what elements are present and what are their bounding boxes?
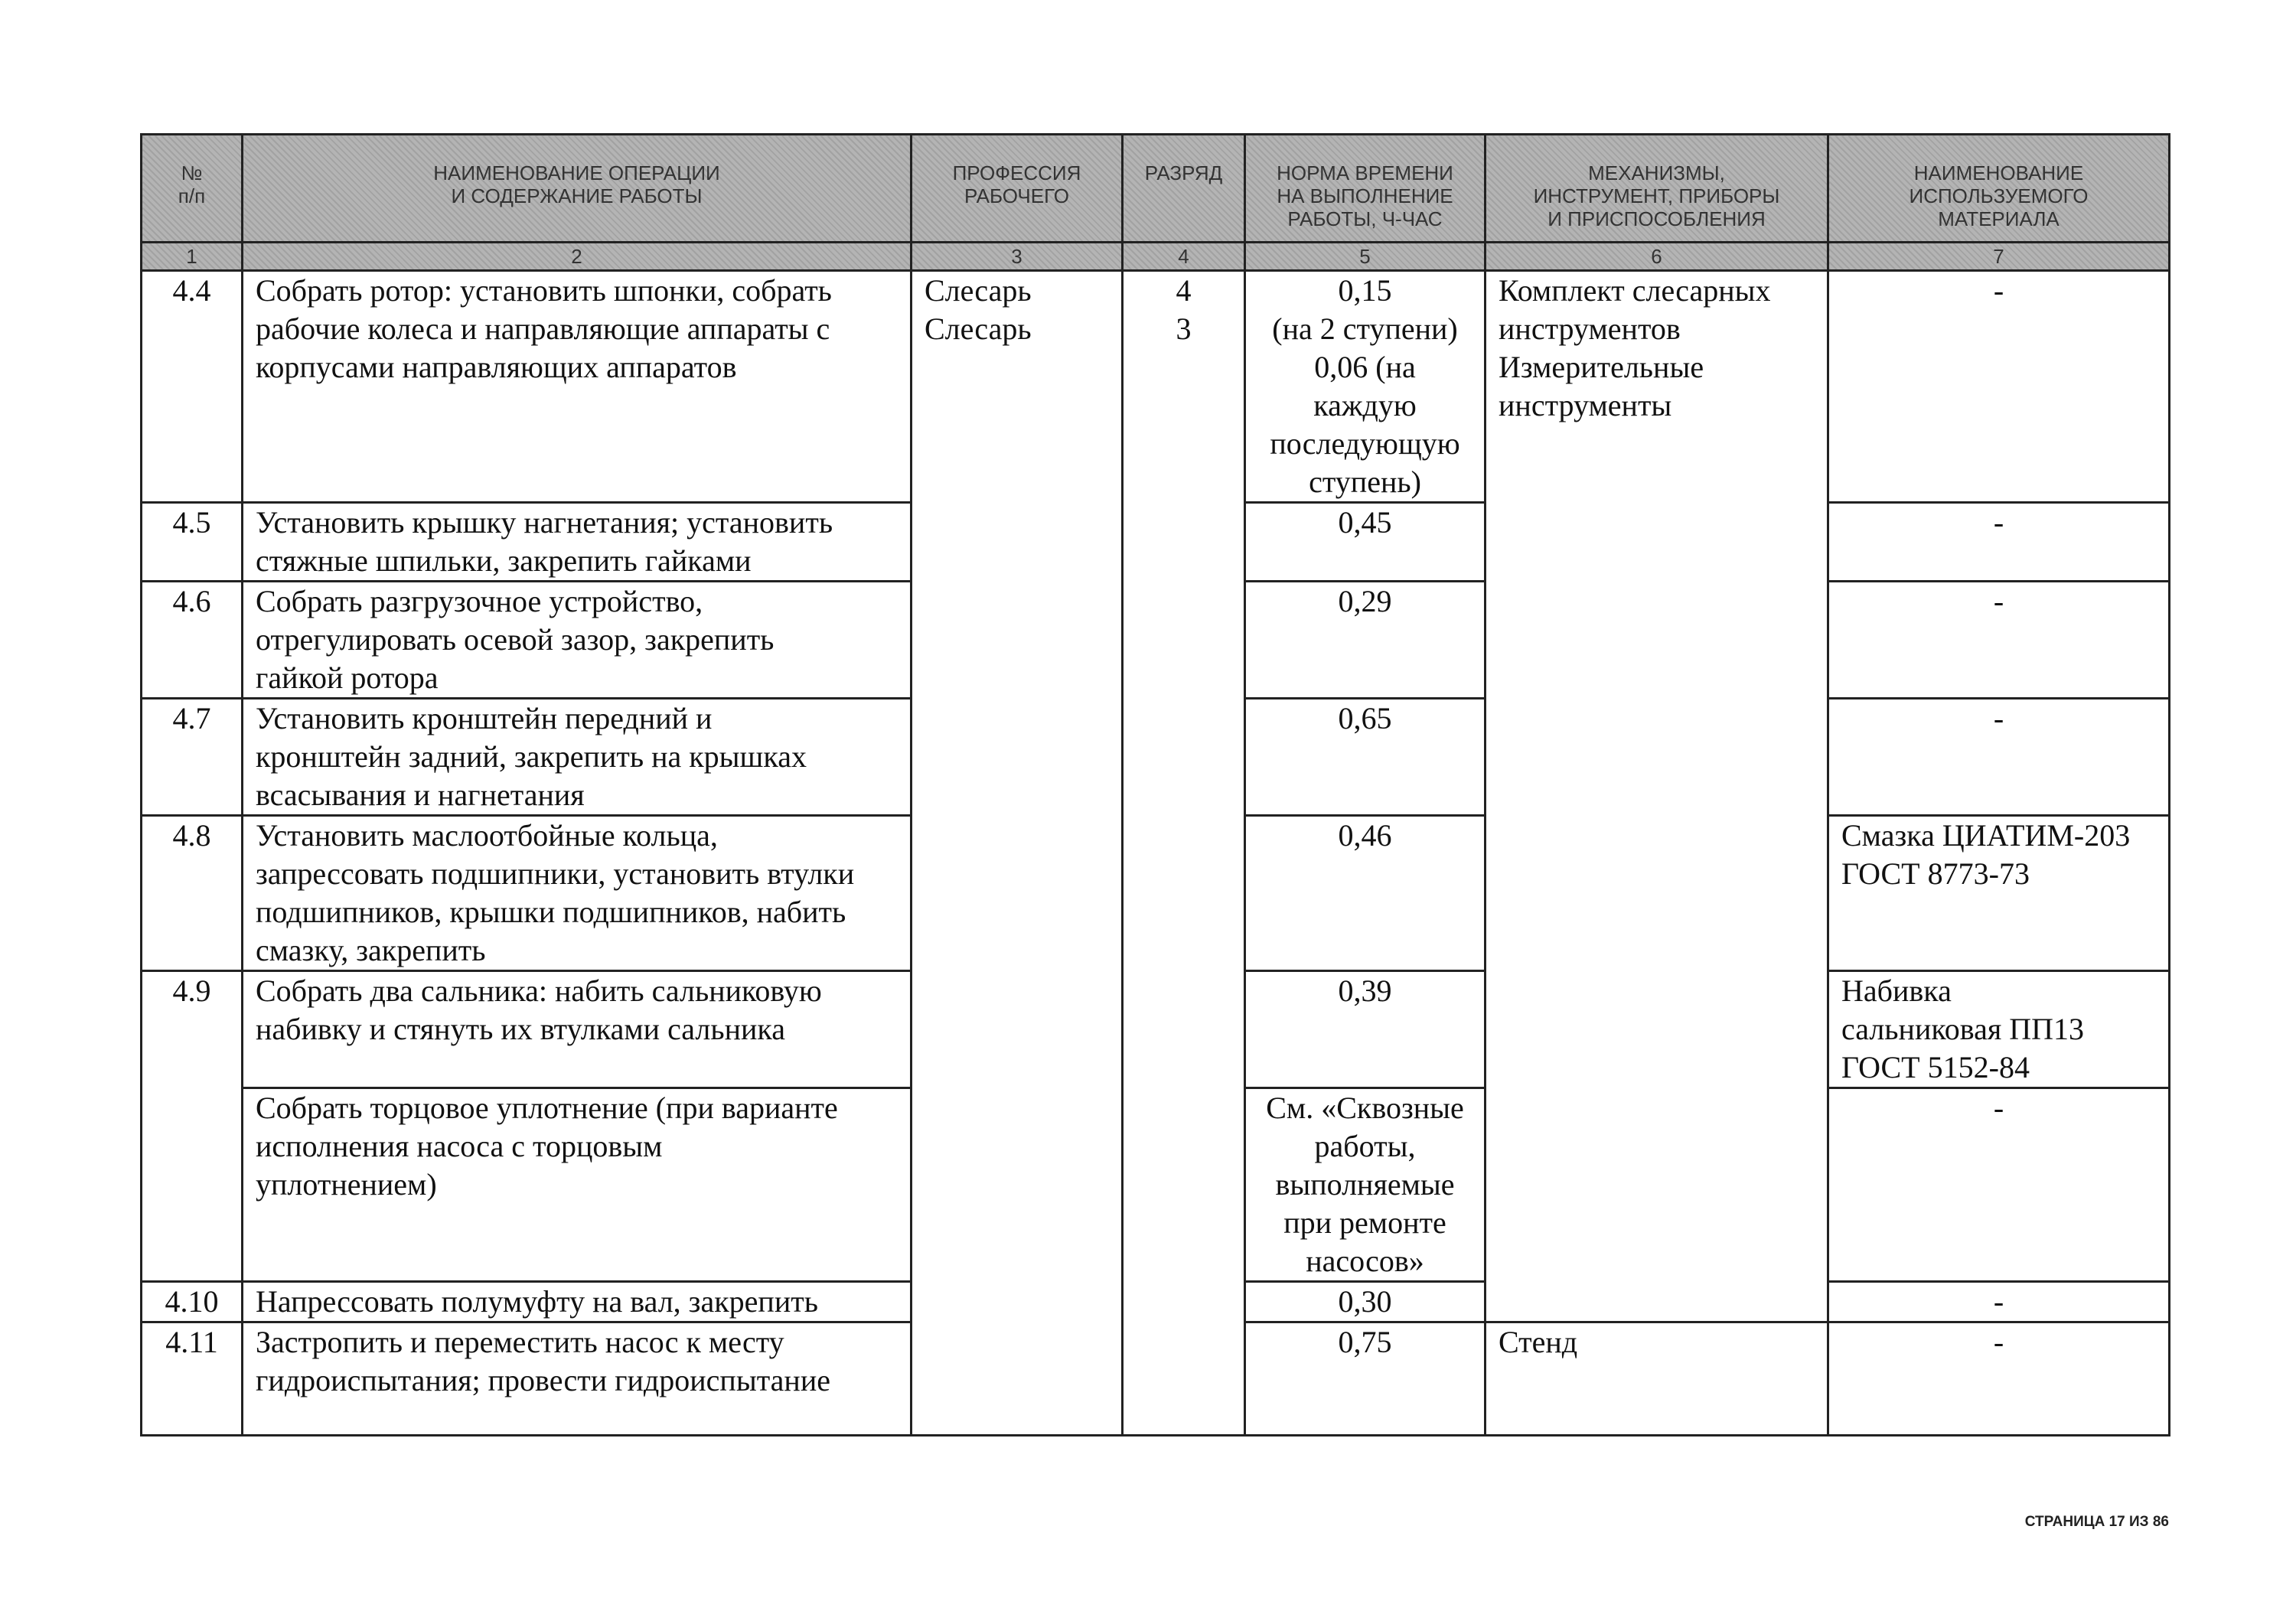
tools-cell: Комплект слесарных инструментов Измерительные инструменты	[1486, 271, 1828, 1322]
header-norm: НОРМА ВРЕМЕНИ НА ВЫПОЛНЕНИЕ РАБОТЫ, Ч-ЧАС	[1245, 135, 1486, 243]
header-row	[142, 135, 2170, 243]
norm-cell: 0,15 (на 2 ступени) 0,06 (на каждую последующую ступень)	[1245, 271, 1486, 503]
material-cell: Смазка ЦИАТИМ-203 ГОСТ 8773-73	[1828, 816, 2170, 971]
column-number: 3	[912, 243, 1123, 271]
operation-cell: Собрать разгрузочное устройство, отрегулировать осевой зазор, закрепить гайкой ротора	[243, 582, 912, 699]
header-material: НАИМЕНОВАНИЕ ИСПОЛЬЗУЕМОГО МАТЕРИАЛА	[1828, 135, 2170, 243]
row-number: 4.5	[142, 503, 243, 582]
operations-table	[140, 133, 2170, 1436]
header-no: № п/п	[142, 135, 243, 243]
column-number: 7	[1828, 243, 2170, 271]
material-cell: Набивка сальниковая ПП13 ГОСТ 5152-84	[1828, 971, 2170, 1088]
column-number: 4	[1123, 243, 1245, 271]
norm-cell: См. «Сквозные работы, выполняемые при ремонте насосов»	[1245, 1088, 1486, 1282]
row-number: 4.4	[142, 271, 243, 503]
header-operation: НАИМЕНОВАНИЕ ОПЕРАЦИИ И СОДЕРЖАНИЕ РАБОТЫ	[243, 135, 912, 243]
norm-cell: 0,75	[1245, 1322, 1486, 1436]
material-cell: -	[1828, 503, 2170, 582]
column-number: 2	[243, 243, 912, 271]
material-cell: -	[1828, 1088, 2170, 1282]
operation-cell: Собрать ротор: установить шпонки, собрать рабочие колеса и направляющие аппараты с корпусами направляющих аппаратов	[243, 271, 912, 503]
operation-cell: Установить кронштейн передний и кронштейн задний, закрепить на крышках всасывания и нагнетания	[243, 699, 912, 816]
row-number: 4.9	[142, 971, 243, 1282]
row-number: 4.6	[142, 582, 243, 699]
row-number: 4.11	[142, 1322, 243, 1436]
tools-cell: Стенд	[1486, 1322, 1828, 1436]
column-number: 1	[142, 243, 243, 271]
page-counter: СТРАНИЦА 17 ИЗ 86	[2024, 1514, 2169, 1530]
column-number: 6	[1486, 243, 1828, 271]
row-number: 4.7	[142, 699, 243, 816]
operation-cell: Собрать торцовое уплотнение (при варианте исполнения насоса с торцовым уплотнением)	[243, 1088, 912, 1282]
operation-cell: Установить крышку нагнетания; установить стяжные шпильки, закрепить гайками	[243, 503, 912, 582]
material-cell: -	[1828, 699, 2170, 816]
header-profession: ПРОФЕССИЯ РАБОЧЕГО	[912, 135, 1123, 243]
profession-cell: Слесарь Слесарь	[912, 271, 1123, 1436]
norm-cell: 0,45	[1245, 503, 1486, 582]
material-cell: -	[1828, 271, 2170, 503]
material-cell: -	[1828, 582, 2170, 699]
row-number: 4.10	[142, 1282, 243, 1322]
grade-cell: 4 3	[1123, 271, 1245, 1436]
column-number: 5	[1245, 243, 1486, 271]
material-cell: -	[1828, 1322, 2170, 1436]
table-row	[142, 271, 2170, 503]
operation-cell: Собрать два сальника: набить сальниковую набивку и стянуть их втулками сальника	[243, 971, 912, 1088]
row-number: 4.8	[142, 816, 243, 971]
norm-cell: 0,30	[1245, 1282, 1486, 1322]
norm-cell: 0,65	[1245, 699, 1486, 816]
norm-cell: 0,39	[1245, 971, 1486, 1088]
material-cell: -	[1828, 1282, 2170, 1322]
norm-cell: 0,46	[1245, 816, 1486, 971]
norm-cell: 0,29	[1245, 582, 1486, 699]
operation-cell: Застропить и переместить насос к месту гидроиспытания; провести гидроиспытание	[243, 1322, 912, 1436]
operation-cell: Напрессовать полумуфту на вал, закрепить	[243, 1282, 912, 1322]
operation-cell: Установить маслоотбойные кольца, запрессовать подшипники, установить втулки подшипников, крышки подшипников, набить смазку, закрепить	[243, 816, 912, 971]
column-number-row	[142, 243, 2170, 271]
header-grade: РАЗРЯД	[1123, 135, 1245, 243]
header-tools: МЕХАНИЗМЫ, ИНСТРУМЕНТ, ПРИБОРЫ И ПРИСПОСОБЛЕНИЯ	[1486, 135, 1828, 243]
